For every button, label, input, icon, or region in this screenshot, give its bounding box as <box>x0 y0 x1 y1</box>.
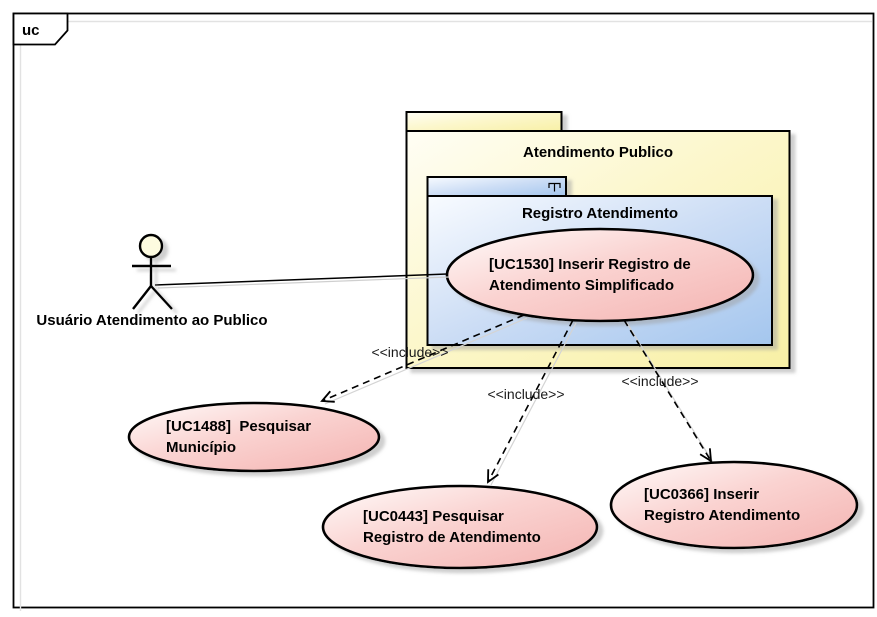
package-title: Registro Atendimento <box>521 205 679 222</box>
usecase-label-line: Registro Atendimento <box>644 507 801 524</box>
usecase-label-line: [UC1530] Inserir Registro de <box>489 256 691 273</box>
usecase-label-line: [UC0366] Inserir <box>644 486 760 503</box>
package-title: Atendimento Publico <box>523 144 673 161</box>
include-label: <<include>> <box>371 344 449 360</box>
usecase-label-line: Registro de Atendimento <box>363 529 541 546</box>
usecase-ellipse[interactable] <box>447 229 753 321</box>
usecase-ellipse[interactable] <box>129 403 379 471</box>
include-label: <<include>> <box>487 386 565 402</box>
usecase-uc1488[interactable] <box>129 403 379 471</box>
usecase-ellipse[interactable] <box>611 462 857 548</box>
usecase-label-line: Município <box>166 439 236 456</box>
usecase-label-line: [UC0443] Pesquisar <box>363 508 504 525</box>
package-tab[interactable] <box>407 112 562 132</box>
usecase-uc0366[interactable] <box>611 462 857 548</box>
actor-label: Usuário Atendimento ao Publico <box>36 312 268 329</box>
usecase-ellipse[interactable] <box>323 486 597 568</box>
usecase-uc0443[interactable] <box>323 486 597 568</box>
include-label: <<include>> <box>621 373 699 389</box>
diagram-frame-label: uc <box>22 22 40 39</box>
package-tab[interactable] <box>428 177 567 196</box>
usecase-label-line: [UC1488] Pesquisar <box>166 418 312 435</box>
actor-head <box>140 235 162 257</box>
usecase-label-line: Atendimento Simplificado <box>489 277 675 294</box>
usecase-uc1530[interactable] <box>447 229 753 321</box>
